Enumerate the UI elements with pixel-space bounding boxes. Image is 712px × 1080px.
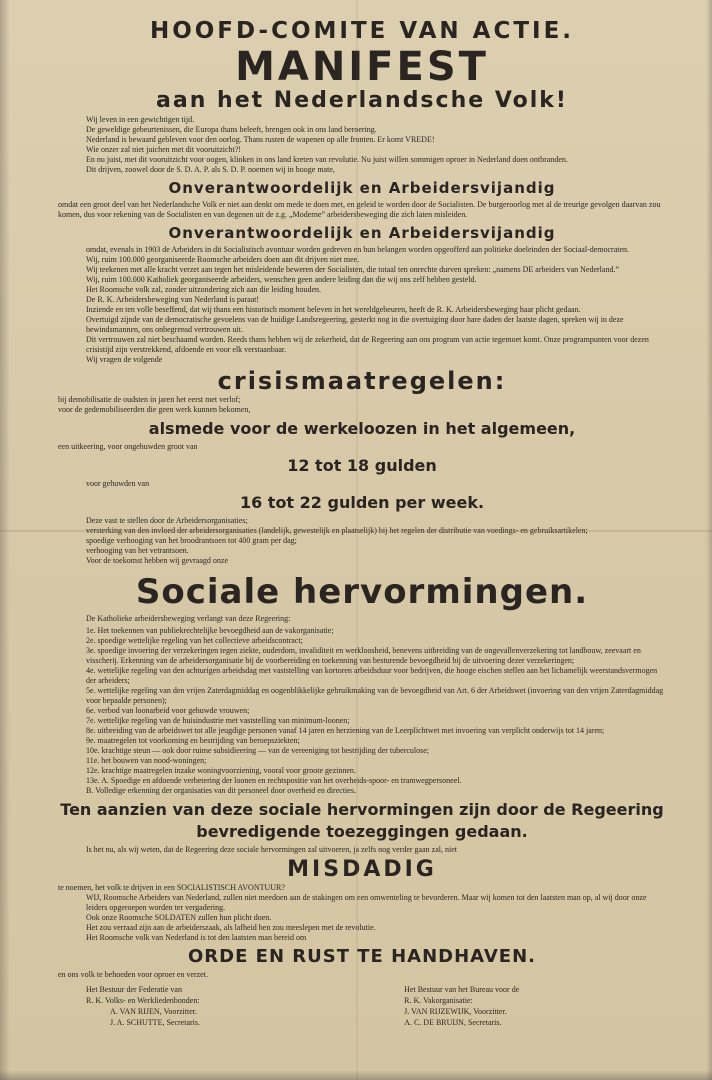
paragraph-2-line: Overtuigd zijnde van de democratische gevoelens van de huidige Landsregeering, gesterkt nog in die overtuiging door hare daden der laatste dagen, spreken wij in deze bewindsmannen, ons onbegrensd vertrouwen uit. bbox=[86, 315, 624, 334]
reforms-intro: De Katholieke arbeidersbeweging verlangt van deze Regeering: bbox=[86, 614, 291, 623]
signature-line: J. A. SCHUTTE, Secretaris. bbox=[110, 1018, 200, 1027]
signature-line: J. VAN RIJZEWIJK, Voorzitter. bbox=[404, 1007, 507, 1016]
paragraph-2-line: Wij, ruim 100.000 georganiseerde Roomsche arbeiders doen aan dit drijven niet mee. bbox=[86, 255, 360, 264]
paragraph-2-line: Wij, ruim 100.000 Katholiek georganiseerde arbeiders, wenschen geen andere leiding dan die wij ons zelf hebben gesteld. bbox=[86, 275, 477, 284]
reform-item: 10e. krachtige steun — ook door ruime subsidieering — van de vereeniging tot bestrijding der tuberculose; bbox=[86, 746, 430, 755]
signature-line: A. C. DE BRUIJN, Secretaris. bbox=[404, 1018, 502, 1027]
signature-line: Het Bestuur der Federatie van bbox=[86, 985, 182, 994]
reform-item: 9e. maatregelen tot voorkoming en bestrijding van beroepsziekten; bbox=[86, 736, 300, 745]
paper-edge-bottom bbox=[0, 1070, 712, 1080]
paper-edge-right bbox=[706, 0, 712, 1080]
orde-heading: ORDE EN RUST TE HANDHAVEN. bbox=[187, 946, 537, 967]
committee-heading: HOOFD-COMITE VAN ACTIE. bbox=[149, 18, 575, 44]
measure-line: Deze vast te stellen door de Arbeidersorganisaties; bbox=[86, 516, 248, 525]
benefit-unmarried-amount: 12 tot 18 gulden bbox=[287, 456, 437, 475]
signatures bbox=[58, 984, 666, 1028]
reforms-heading: Sociale hervormingen. bbox=[135, 572, 589, 612]
intro-line: Wij leven in een gewichtigen tijd. bbox=[86, 115, 195, 124]
paragraph-2-line: omdat, evenals in 1903 de Arbeiders in dit Socialistisch avontuur worden gedreven en hun belangen worden opgeofferd aan politieke doeleinden der Sociaal-democraten. bbox=[86, 245, 630, 254]
measures-block bbox=[58, 516, 666, 566]
measure-line: Voor de toekomst hebben wij gevraagd onze bbox=[86, 556, 229, 565]
paragraph-2-line: Dit vertrouwen zal niet beschaamd worden. Reeds thans hebben wij de zekerheid, dat de Regeering aan ons program van actie tegemoet komt. Onze programpunten voor dezen crisistijd zijn verstrekkend, afdoende en voor elk verstaanbaar. bbox=[86, 335, 649, 354]
reform-item: 11e. het bouwen van nood-woningen; bbox=[86, 756, 207, 765]
closing-line: Het Roomsche volk van Nederland is tot den laatsten man bereid om bbox=[86, 933, 307, 942]
question-line: Is het nu, als wij weten, dat de Regeering deze sociale hervormingen zal uitvoeren, ja zelfs nog verder gaan zal, niet bbox=[86, 845, 457, 854]
reform-item: 13e. A. Spoedige en afdoende verbetering der loonen en rechtspositie van het overheids-spoor- en tramwegpersoneel. bbox=[86, 776, 462, 785]
crisis-line: bij demobilisatie de oudsten in jaren het eerst met verlof; bbox=[58, 395, 241, 404]
benefit-married-label: voor gehuwden van bbox=[86, 479, 150, 488]
intro-block bbox=[58, 115, 666, 175]
signature-right bbox=[374, 984, 666, 1028]
reform-item: 3e. spoedige invoering der verzekeringen tegen ziekte, ouderdom, invaliditeit en werkloosheid, benevens uitbreiding van de ongevallenverzekering tot landbouw, zeevaart en visscherij. Erkenning van de arbeidersorganisatie bij de voorbereiding en toekenning van besturende bevoegdheid bij de uitvoering dezer verzekeringen; bbox=[86, 646, 641, 665]
final-line: en ons volk te behoeden voor oproer en verzet. bbox=[58, 970, 208, 979]
reform-item: 6e. verbod van loonarbeid voor gehuwde vrouwen; bbox=[86, 706, 250, 715]
reform-item: 12e. krachtige maatregelen inzake woningvoorziening, vooral voor groote gezinnen. bbox=[86, 766, 356, 775]
manifest-title: MANIFEST bbox=[235, 44, 489, 90]
paragraph-1: omdat een groot deel van het Nederlandsche Volk er niet aan denkt om mede te doen met, en geleid te worden door de Socialisten. De burgeroorlog met al de treurige gevolgen daarvan zou komen, dus voor rekening van de Socialisten en van degenen uit de z.g. „Moderne” arbeidersbeweging die zich laten misleiden. bbox=[58, 200, 661, 219]
closing-line: te noemen, het volk te drijven in een SOCIALISTISCH AVONTUUR? bbox=[58, 883, 285, 892]
signature-line: R. K. Volks- en Werkliedenbonden: bbox=[86, 996, 200, 1005]
heading-onverantwoordelijk-1: Onverantwoordelijk en Arbeidersvijandig bbox=[168, 179, 556, 197]
benefit-unmarried-label: een uitkeering, voor ongehuwden groot van bbox=[58, 442, 198, 451]
paragraph-2-block bbox=[58, 245, 666, 365]
closing-block bbox=[58, 883, 666, 943]
measure-line: spoedige verhooging van het broodrantsoen tot 400 gram per dag; bbox=[86, 536, 297, 545]
signature-left bbox=[58, 984, 350, 1028]
intro-line: En nu juist, met dit vooruitzicht voor oogen, klinken in ons land kreten van revolutie. Nu juist willen sommigen oproer in Nederland doen ontbranden. bbox=[86, 155, 568, 164]
measure-line: versterking van den invloed der arbeidersorganisaties (landelijk, gewestelijk en plaatselijk) bij het regelen der distributie van voedings- en gebruiksartikelen; bbox=[86, 526, 588, 535]
crisis-heading: crisismaatregelen: bbox=[217, 367, 507, 395]
misdadig-heading: MISDADIG bbox=[287, 857, 437, 882]
reform-item: 7e. wettelijke regeling van de huisindustrie met vaststelling van minimum-loonen; bbox=[86, 716, 350, 725]
reform-item: 2e. spoedige wettelijke regeling van het collectieve arbeidscontract; bbox=[86, 636, 303, 645]
signature-line: A. VAN RIJEN, Voorzitter. bbox=[110, 1007, 197, 1016]
crisis-line: voor de gedemobiliseerden die geen werk kunnen bekomen, bbox=[58, 405, 251, 414]
intro-line: Dit drijven, zoowel door de S. D. A. P. als S. D. P. noemen wij in hooge mate, bbox=[86, 165, 335, 174]
signature-line: R. K. Vakorganisatie: bbox=[404, 996, 473, 1005]
closing-line: WIJ, Roomsche Arbeiders van Nederland, zullen niet meedoen aan de stakingen om een omwenteling te bevorderen. Maar wij komen tot den laatsten man op, al wij door onze leiders opgeroepen worden ter vergadering. bbox=[86, 893, 647, 912]
manifest-subtitle: aan het Nederlandsche Volk! bbox=[156, 88, 568, 113]
reform-item: 5e. wettelijke regeling van den vrijen Zaterdagmiddag en oogenblikkelijke gebruikmaking van de bevoegdheid van Art. 6 der Arbeidswet (invoering van den vrijen Zaterdagmiddag voor bepaalde personen); bbox=[86, 686, 664, 705]
benefit-married-amount: 16 tot 22 gulden per week. bbox=[239, 493, 485, 512]
intro-line: Nederland is bewaard gebleven voor den oorlog. Thans rusten de wapenen op alle fronten. Er komt VREDE! bbox=[86, 135, 435, 144]
reform-item: B. Volledige erkenning der organisaties van dit personeel door overheid en directies. bbox=[86, 786, 356, 795]
heading-onverantwoordelijk-2: Onverantwoordelijk en Arbeidersvijandig bbox=[168, 224, 556, 242]
signature-line: Het Bestuur van het Bureau voor de bbox=[404, 985, 520, 994]
assurance-heading: Ten aanzien van deze sociale hervormingen zijn door de Regeering bevredigende toezeggingen gedaan. bbox=[60, 800, 664, 841]
closing-line: Ook onze Roomsche SOLDATEN zullen hun plicht doen. bbox=[86, 913, 272, 922]
unemployed-heading: alsmede voor de werkeloozen in het algemeen, bbox=[148, 419, 576, 438]
reform-item: 8e. uitbreiding van de arbeidswet tot alle jeugdige personen vanaf 14 jaren en herziening van de Leerplichtwet met invoering van verplicht onderwijs tot 14 jaren; bbox=[86, 726, 605, 735]
intro-line: De geweldige gebeurtenissen, die Europa thans beleeft, brengen ook in ons land beroering. bbox=[86, 125, 377, 134]
reform-item: 1e. Het toekennen van publiekrechtelijke bevoegdheid aan de vakorganisatie; bbox=[86, 626, 334, 635]
reforms-list bbox=[58, 626, 666, 796]
paper-fold-vertical bbox=[356, 0, 358, 1080]
paragraph-2-line: Wij teekenen met alle kracht verzet aan tegen het misleidende beweren der Socialisten, die totaal ten onrechte durven spreken: „namens DE arbeiders van Nederland.” bbox=[86, 265, 619, 274]
intro-line: Wie onzer zal niet juichen met dit vooruitzicht?! bbox=[86, 145, 241, 154]
paragraph-2-line: Het Roomsche volk zal, zonder uitzondering zich aan die leiding houden. bbox=[86, 285, 322, 294]
paper-edge-left bbox=[0, 0, 10, 1080]
reform-item: 4e. wettelijke regeling van den achturigen arbeidsdag met vaststelling van kortoren arbeidsduur voor bedrijven, die hooge eischen stellen aan het lichamelijk weerstandsvermogen der arbeiders; bbox=[86, 666, 658, 685]
paragraph-2-line: Inziende en ten volle beseffend, dat wij thans een historisch moment beleven in het wereldgebeuren, heeft de R. K. Arbeidersbeweging haar plicht gedaan. bbox=[86, 305, 581, 314]
closing-line: Het zou verraad zijn aan de arbeiderszaak, als lafheid hen zou meeslepen met de revolutie. bbox=[86, 923, 376, 932]
paragraph-2-line: Wij vragen de volgende bbox=[86, 355, 163, 364]
measure-line: verhooging van het vetrantsoen. bbox=[86, 546, 189, 555]
paragraph-2-line: De R. K. Arbeidersbeweging van Nederland is paraat! bbox=[86, 295, 260, 304]
